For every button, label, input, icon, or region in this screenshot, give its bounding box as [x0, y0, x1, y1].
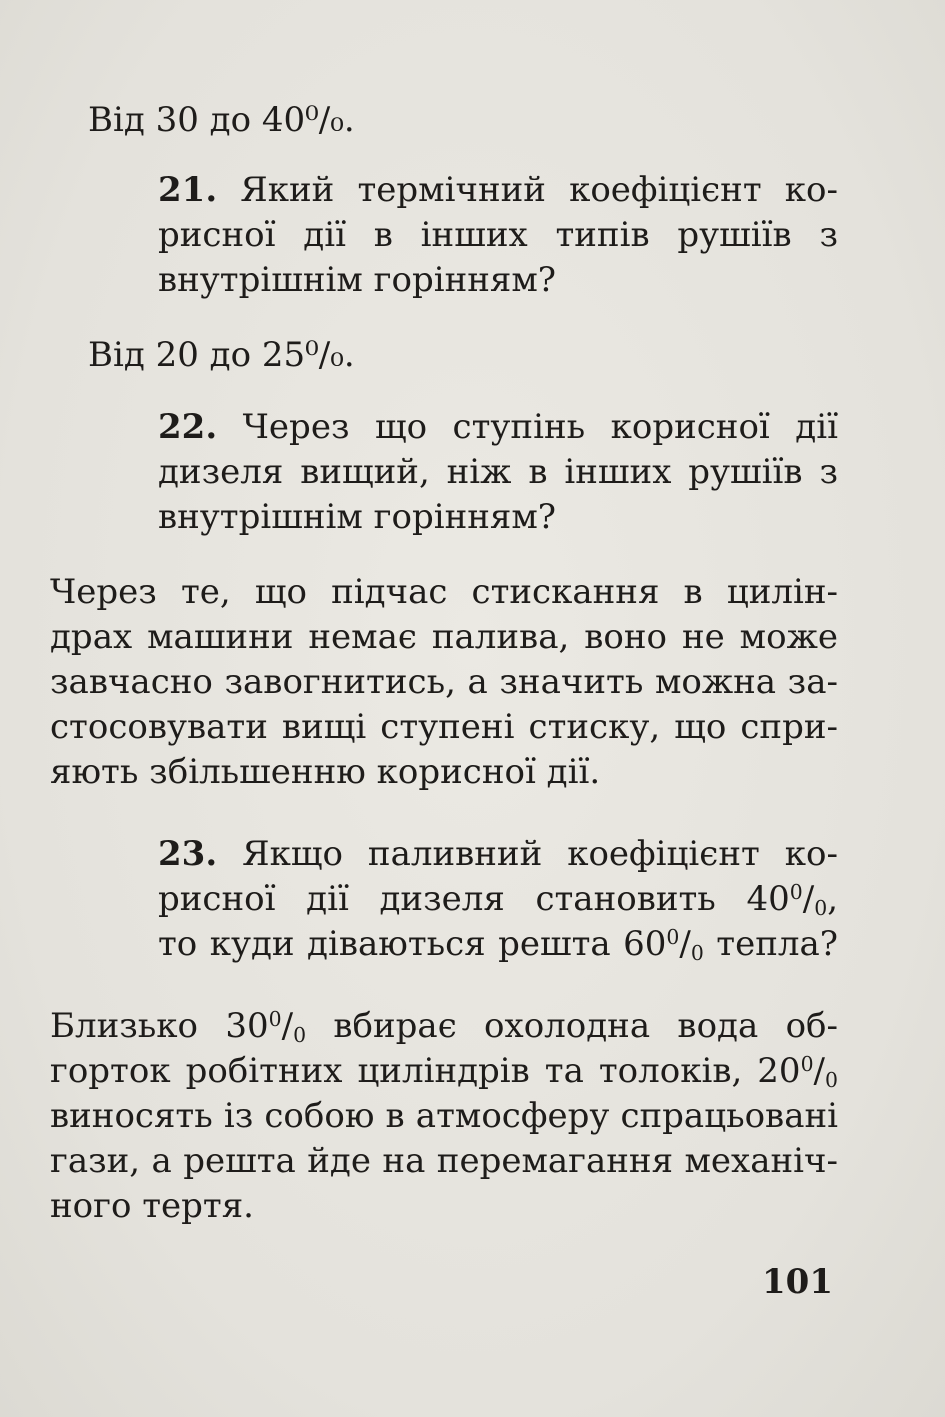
question-23: 23. Якщо паливний коефіцієнт ко- рисної дії дизеля становить $40^0/_0$, то куди діваються решта $60^0/_0$ тепла?	[158, 834, 839, 966]
page-number: 101	[762, 1262, 833, 1302]
answer-20: Від 30 до 40⁰/₀.	[88, 100, 355, 140]
answer-21: Від 20 до 25⁰/₀.	[88, 335, 355, 375]
answer-23: Близько $30^0/_0$ вбирає охолодна вода об- горток робітних циліндрів та толоків, $20^0/_0$ виносять із собою в атмосферу спрацьовані гази, а решта йде на перемагання механіч- ного тертя.	[50, 1006, 838, 1226]
question-21: 21. Який термічний коефіцієнт ко- рисної дії в інших типів рушіїв з внутрішнім горінням?	[158, 170, 838, 300]
question-22: 22. Через що ступінь корисної дії дизеля вищий, ніж в інших рушіїв з внутрішнім горінням?	[158, 407, 838, 537]
question-number: 22.	[158, 407, 218, 447]
answer-22: Через те, що підчас стискання в цилін- драх машини немає палива, воно не може завчасно завогнитись, а значить можна за- стосовувати вищі ступені стиску, що спри- яють збільшенню корисної дії.	[50, 572, 838, 792]
question-number: 23.	[158, 834, 218, 874]
question-number: 21.	[158, 170, 218, 210]
